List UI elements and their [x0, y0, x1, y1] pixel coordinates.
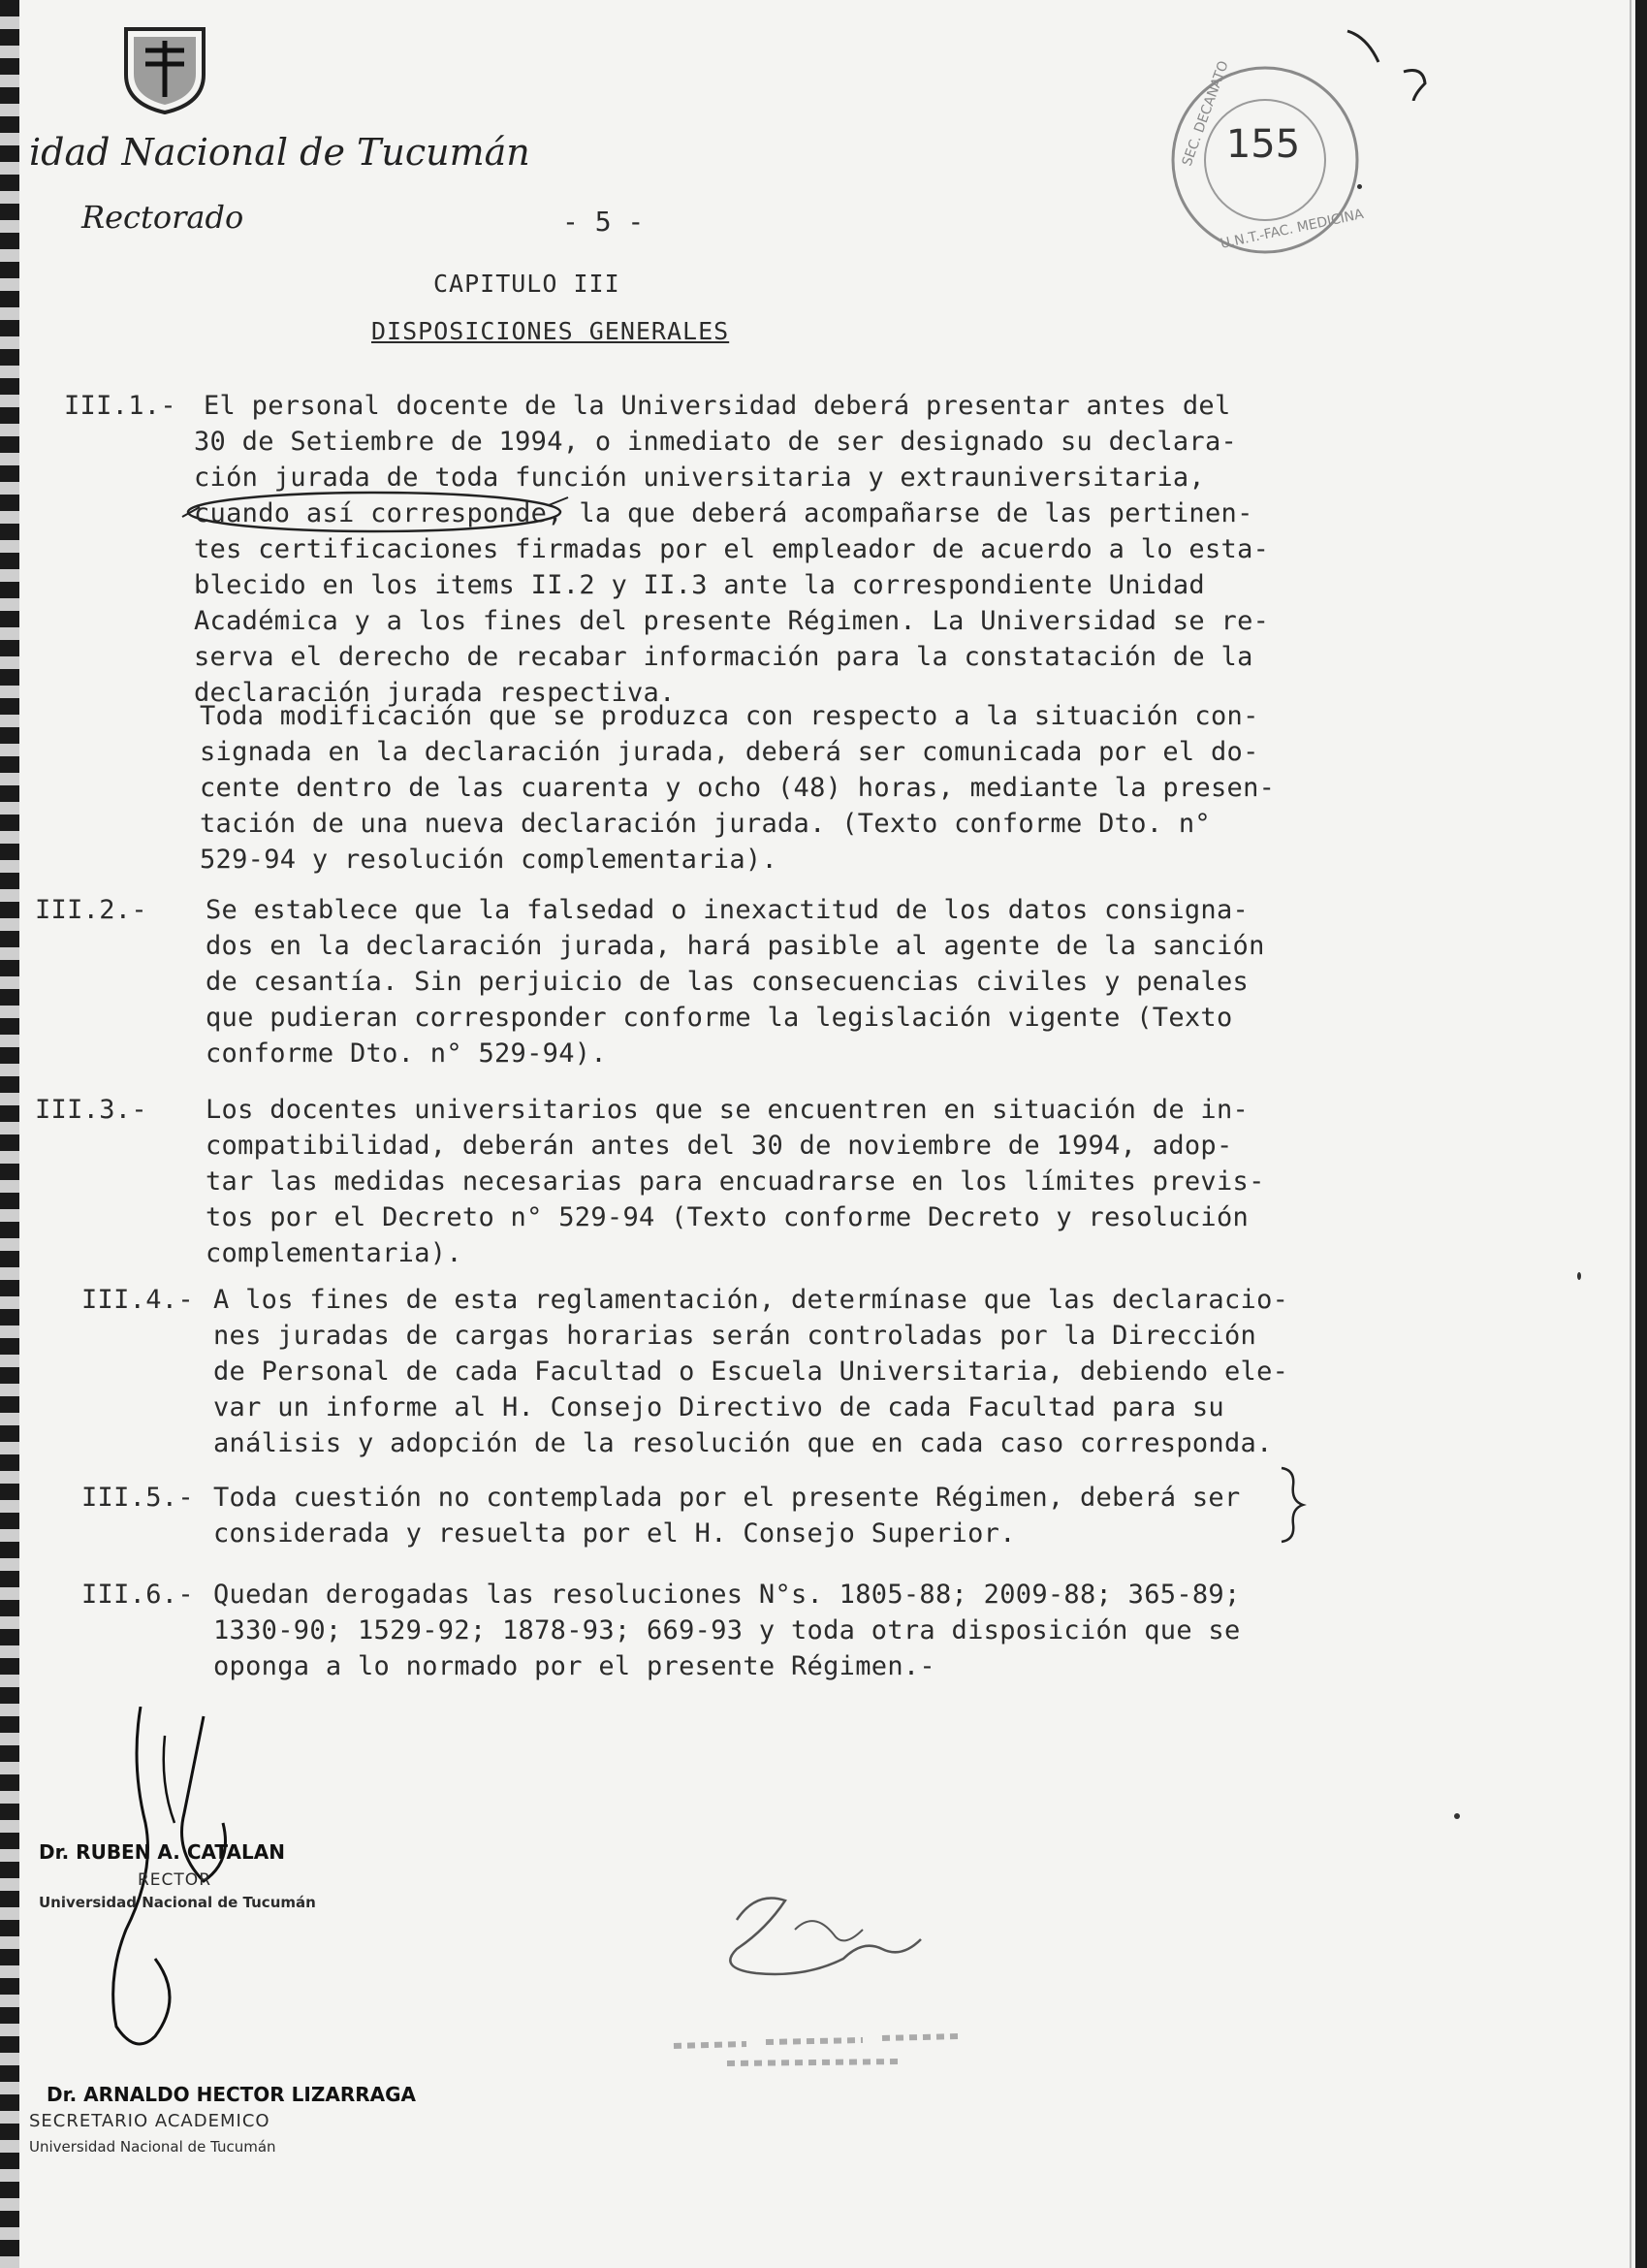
section-iii-5	[81, 1480, 1283, 1557]
rector-title: RECTOR	[138, 1870, 212, 1890]
scan-speck	[1454, 1813, 1460, 1819]
section-iii-1-paragraph-2	[200, 698, 1314, 892]
section-line: tos por el Decreto n° 529-94 (Texto conforme Decreto y resolución	[206, 1202, 1250, 1232]
section-line: declaración jurada respectiva.	[194, 678, 676, 708]
section-line: tes certificaciones firmadas por el empleador de acuerdo a lo esta-	[194, 534, 1270, 564]
section-line: Quedan derogadas las resoluciones N°s. 1805-88; 2009-88; 365-89;	[213, 1580, 1241, 1610]
section-line: signada en la declaración jurada, deberá ser comunicada por el do-	[200, 737, 1259, 767]
university-crest-icon	[116, 21, 213, 114]
section-label: III.4.-	[81, 1285, 194, 1315]
rector-name: Dr. RUBEN A. CATALAN	[39, 1840, 285, 1864]
section-iii-3	[35, 1092, 1314, 1286]
section-label: III.2.-	[35, 895, 147, 925]
chapter-subtitle: DISPOSICIONES GENERALES	[371, 317, 730, 345]
office-name: Rectorado	[81, 199, 244, 236]
section-line: considerada y resuelta por el H. Consejo Superior.	[213, 1518, 1016, 1549]
section-line: Académica y a los fines del presente Régimen. La Universidad se re-	[194, 606, 1270, 636]
section-line: Toda modificación que se produzca con respecto a la situación con-	[200, 701, 1259, 731]
rector-organization: Universidad Nacional de Tucumán	[39, 1894, 316, 1911]
section-line: que pudieran corresponder conforme la legislación vigente (Texto	[206, 1003, 1233, 1033]
section-label: III.5.-	[81, 1483, 194, 1513]
section-line: Se establece que la falsedad o inexactitud de los datos consigna-	[206, 895, 1250, 925]
faint-seal-text	[669, 2007, 989, 2075]
section-line: oponga a lo normado por el presente Régimen.-	[213, 1651, 935, 1681]
section-line: compatibilidad, deberán antes del 30 de noviembre de 1994, adop-	[206, 1131, 1233, 1161]
section-iii-6	[81, 1577, 1303, 1693]
svg-text:U.N.T.-FAC. MEDICINA: U.N.T.-FAC. MEDICINA	[1219, 206, 1366, 252]
section-line: Los docentes universitarios que se encuentren en situación de in-	[206, 1095, 1250, 1125]
section-line: complementaria).	[206, 1238, 462, 1268]
second-signature	[698, 1881, 931, 1997]
section-line: 30 de Setiembre de 1994, o inmediato de ser designado su declara-	[194, 427, 1238, 457]
section-line: de cesantía. Sin perjuicio de las consecuencias civiles y penales	[206, 967, 1250, 997]
svg-text:SEC. DECANATO: SEC. DECANATO	[1179, 58, 1232, 169]
section-line: nes juradas de cargas horarias serán controladas por la Dirección	[213, 1321, 1257, 1351]
secretary-title: SECRETARIO ACADEMICO	[29, 2111, 270, 2131]
handwritten-brace-mark	[1278, 1466, 1307, 1544]
section-line: 529-94 y resolución complementaria).	[200, 845, 777, 875]
section-line: conforme Dto. n° 529-94).	[206, 1038, 607, 1069]
spiral-binding	[0, 0, 19, 2268]
section-line: cuando así corresponde, la que deberá acompañarse de las pertinen-	[194, 498, 1253, 528]
handwritten-corner-mark	[1346, 23, 1452, 101]
section-line: blecido en los items II.2 y II.3 ante la correspondiente Unidad	[194, 570, 1205, 600]
section-iii-2	[35, 892, 1314, 1086]
section-line: ción jurada de toda función universitaria y extrauniversitaria,	[194, 463, 1205, 493]
handwritten-circle-annotation	[180, 488, 570, 536]
page-edge-shadow	[1635, 0, 1647, 2268]
section-line: 1330-90; 1529-92; 1878-93; 669-93 y toda otra disposición que se	[213, 1615, 1241, 1645]
section-label: III.1.-	[64, 391, 176, 421]
page-number: - 5 -	[562, 206, 645, 238]
section-line: tación de una nueva declaración jurada. (Texto conforme Dto. n°	[200, 809, 1211, 839]
section-line: A los fines de esta reglamentación, determínase que las declaracio-	[213, 1285, 1289, 1315]
section-label: III.6.-	[81, 1580, 194, 1610]
section-line: análisis y adopción de la resolución que en cada caso corresponda.	[213, 1428, 1273, 1458]
section-iii-4	[81, 1282, 1322, 1476]
section-line: de Personal de cada Facultad o Escuela Universitaria, debiendo ele-	[213, 1357, 1289, 1387]
scan-speck	[1357, 184, 1362, 189]
chapter-title: CAPITULO III	[433, 270, 620, 298]
rector-signature	[39, 1707, 320, 2075]
section-line: tar las medidas necesarias para encuadrarse en los límites previs-	[206, 1166, 1265, 1197]
section-line: var un informe al H. Consejo Directivo de cada Facultad para su	[213, 1392, 1224, 1422]
scan-speck	[1577, 1272, 1581, 1280]
section-label: III.3.-	[35, 1095, 147, 1125]
institution-name: idad Nacional de Tucumán	[29, 131, 530, 174]
page-edge-line	[1630, 0, 1631, 2268]
section-line: cente dentro de las cuarenta y ocho (48) horas, mediante la presen-	[200, 773, 1276, 803]
section-line: Toda cuestión no contemplada por el presente Régimen, deberá ser	[213, 1483, 1241, 1513]
stamp-number: 155	[1225, 122, 1301, 167]
secretary-name: Dr. ARNALDO HECTOR LIZARRAGA	[47, 2083, 417, 2106]
secretary-organization: Universidad Nacional de Tucumán	[29, 2138, 276, 2156]
section-line: serva el derecho de recabar información para la constatación de la	[194, 642, 1253, 672]
section-line: El personal docente de la Universidad deberá presentar antes del	[204, 391, 1231, 421]
section-line: dos en la declaración jurada, hará pasible al agente de la sanción	[206, 931, 1265, 961]
